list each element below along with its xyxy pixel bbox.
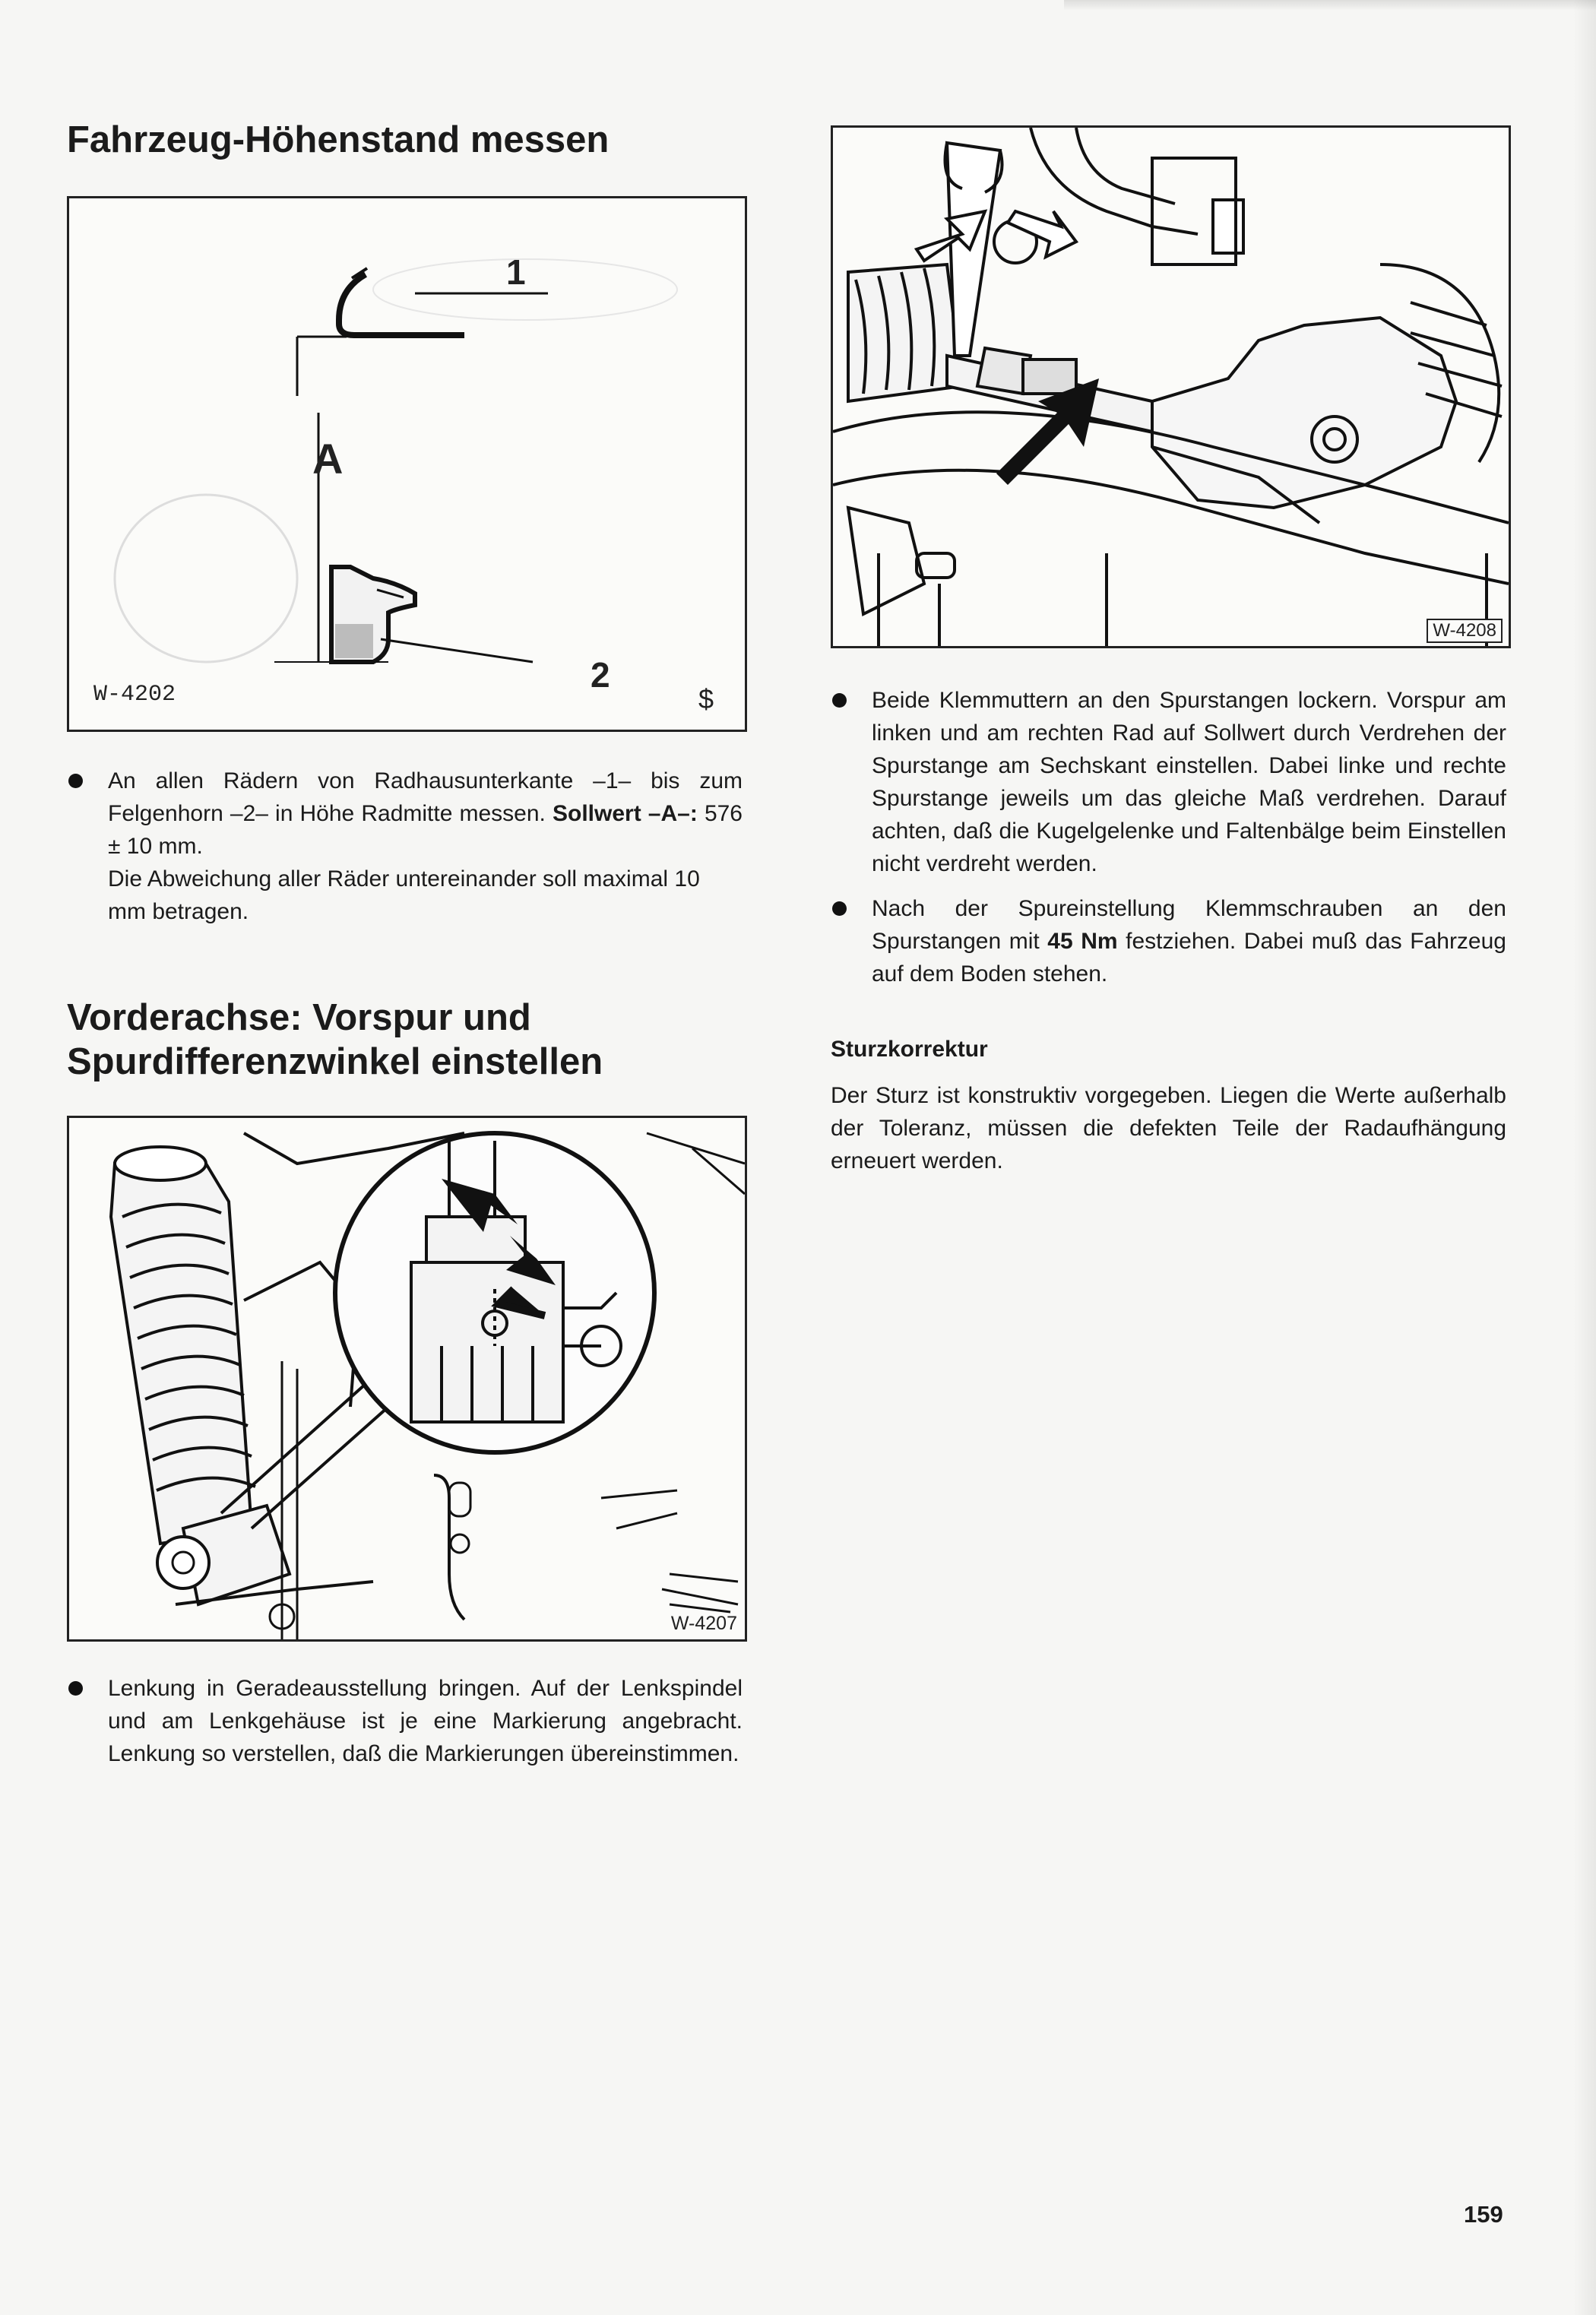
page-edge-shadow <box>1573 0 1596 2315</box>
steering-diagram-svg <box>69 1118 745 1639</box>
setpoint-value: 576 ± 10 mm. <box>108 801 743 859</box>
section-heading-height-measurement: Fahrzeug-Höhenstand messen <box>67 119 610 160</box>
height-bullets <box>67 765 743 940</box>
subheading-camber-correction: Sturzkorrektur <box>831 1037 988 1062</box>
toe-bullets <box>831 684 1506 1002</box>
callout-1: 1 <box>506 252 526 292</box>
bullet-icon <box>832 901 847 916</box>
camber-paragraph: Der Sturz ist konstruktiv vorgegeben. Liegen die Werte außerhalb der Toleranz, müssen die defekten Teile der Radaufhängung erneuert werden. <box>831 1083 1506 1173</box>
figure-steering-marks <box>67 1116 747 1642</box>
figure-id-label: W-4202 <box>93 682 176 708</box>
section-heading-toe-adjustment: Vorderachse: Vorspur und Spurdifferenzwinkel einstellen <box>67 997 603 1082</box>
bullet-text: Beide Klemmuttern an den Spurstangen lockern. Vorspur am linken und am rechten Rad auf Sollwert durch Verdrehen der Spurstange am Sechskant einstellen. Dabei linke und rechte Spurstange jeweils um das gleiche Maß verdrehen. Darauf achten, daß die Kugelgelenke und Faltenbälge beim Einstellen nicht verdreht werden. <box>872 688 1506 876</box>
list-item-steering-straight <box>67 1672 743 1770</box>
bullet-icon <box>68 774 83 788</box>
height-diagram-svg <box>69 198 745 730</box>
torque-value: 45 Nm <box>1047 929 1118 954</box>
list-item-height-measure <box>67 765 743 928</box>
figure-mark: $ <box>698 683 714 714</box>
bullet-text: Nach der Spureinstellung Klemmschrauben an den Spurstangen mit <box>872 896 1506 954</box>
list-item-tighten-bolts <box>831 892 1506 990</box>
bullet-icon <box>68 1681 83 1696</box>
bullet-text-end: festziehen. Dabei muß das Fahrzeug auf dem Boden stehen. <box>872 929 1506 986</box>
page-top-shadow <box>1064 0 1596 11</box>
deviation-note: Die Abweichung aller Räder untereinander soll maximal 10 mm betragen. <box>108 866 700 924</box>
figure-id-label: W-4207 <box>670 1613 737 1634</box>
figure-tie-rod-adjustment <box>831 125 1511 648</box>
list-item-loosen-nuts <box>831 684 1506 880</box>
page-number: 159 <box>1464 2201 1503 2228</box>
figure-height-measurement <box>67 196 747 732</box>
bullet-text: Lenkung in Geradeausstellung bringen. Auf der Lenkspindel und am Lenkgehäuse ist je eine Markierung angebracht. Lenkung so verstellen, daß die Markierungen übereinstimmen. <box>108 1676 743 1766</box>
bullet-icon <box>832 693 847 708</box>
setpoint-label: Sollwert –A–: <box>553 801 698 826</box>
tie-rod-diagram-svg <box>833 128 1509 646</box>
bullet-text: An allen Rädern von Radhausunterkante –1– bis zum Felgenhorn –2– in Höhe Radmitte messen. <box>108 768 743 826</box>
dimension-label-a: A <box>312 435 344 483</box>
steering-bullets <box>67 1672 743 1782</box>
callout-2: 2 <box>591 655 610 695</box>
figure-id-label: W-4208 <box>1427 619 1503 643</box>
